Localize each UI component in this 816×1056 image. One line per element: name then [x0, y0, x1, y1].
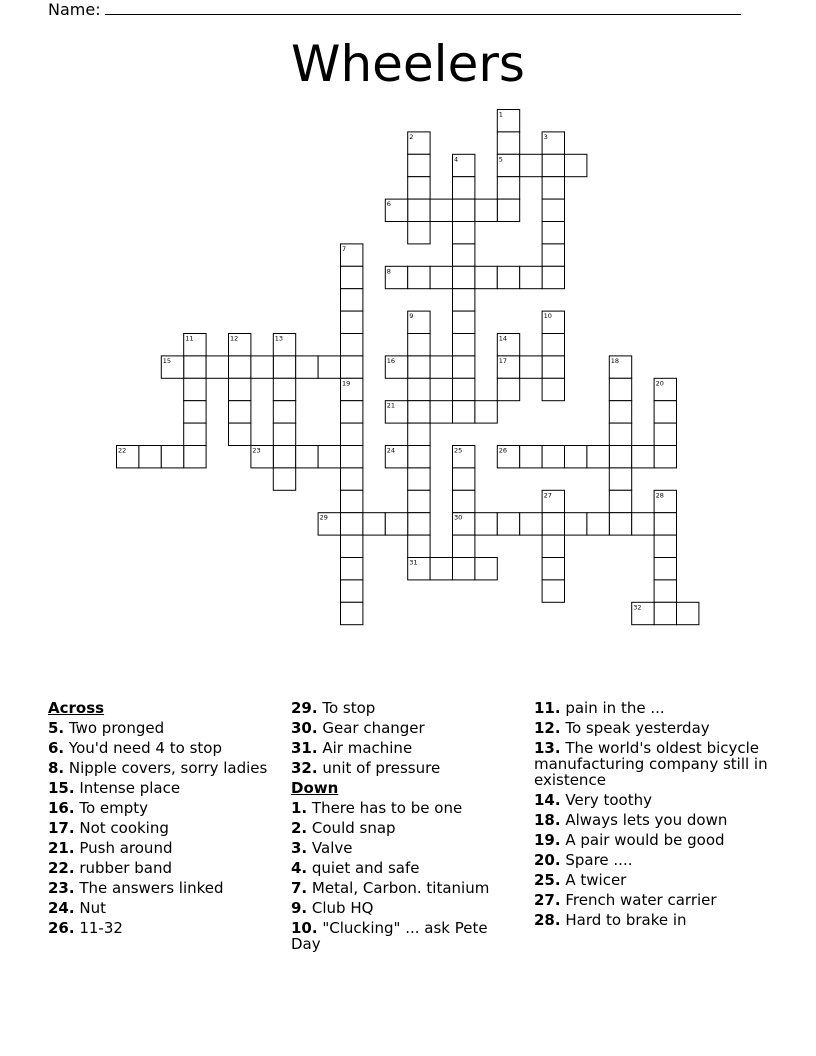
grid-cell[interactable] [453, 490, 475, 512]
grid-cell[interactable] [475, 401, 497, 423]
clue-number-label: 13 [274, 334, 284, 343]
clue-number: 31. [291, 739, 318, 757]
clue-number: 7. [291, 879, 308, 897]
grid-cell[interactable] [408, 468, 430, 490]
clue-number: 10. [291, 919, 318, 937]
clue-text: Very toothy [560, 791, 652, 809]
grid-cell[interactable] [251, 356, 273, 378]
grid-cell[interactable] [453, 244, 475, 266]
clue-number-label: 16 [386, 356, 396, 365]
grid-cell[interactable] [408, 378, 430, 400]
clue-number: 12. [534, 719, 561, 737]
grid-cell[interactable] [542, 378, 564, 400]
clue-item [48, 780, 278, 796]
clue-item [291, 820, 521, 836]
clue-number: 5. [48, 719, 65, 737]
clue-number: 24. [48, 899, 75, 917]
grid-cell[interactable] [654, 558, 676, 580]
clue-text: There has to be one [307, 799, 463, 817]
grid-cell[interactable] [654, 535, 676, 557]
clue-text: Nipple covers, sorry ladies [64, 759, 268, 777]
grid-cell[interactable] [273, 356, 295, 378]
grid-cell[interactable] [273, 401, 295, 423]
grid-cell[interactable] [273, 378, 295, 400]
grid-cell[interactable] [587, 446, 609, 468]
grid-cell[interactable] [632, 446, 654, 468]
clue-number-label: 11 [185, 334, 194, 343]
grid-cell[interactable] [341, 490, 363, 512]
grid-cell[interactable] [453, 356, 475, 378]
grid-cell[interactable] [229, 423, 251, 445]
grid-cell[interactable] [542, 356, 564, 378]
clue-number-label: 21 [386, 401, 396, 410]
clue-item [291, 700, 521, 716]
clue-item [291, 860, 521, 876]
grid-cell[interactable] [497, 513, 519, 535]
clue-item [48, 860, 278, 876]
grid-cell[interactable] [408, 423, 430, 445]
clue-number: 3. [291, 839, 308, 857]
grid-cell[interactable] [341, 266, 363, 288]
clue-number-label: 10 [543, 312, 552, 321]
grid-cell[interactable] [408, 513, 430, 535]
clue-text: Gear changer [317, 719, 425, 737]
clue-text: Two pronged [64, 719, 165, 737]
clue-number: 29. [291, 699, 318, 717]
clue-item [534, 720, 794, 736]
clue-item [48, 920, 278, 936]
clue-number: 23. [48, 879, 75, 897]
clue-text: Always lets you down [560, 811, 728, 829]
grid-cell[interactable] [542, 535, 564, 557]
grid-cell[interactable] [497, 266, 519, 288]
clue-number-label: 14 [498, 334, 508, 343]
grid-cell[interactable] [542, 334, 564, 356]
grid-cell[interactable] [184, 446, 206, 468]
clue-text: A pair would be good [560, 831, 725, 849]
grid-cell[interactable] [341, 602, 363, 624]
grid-cell[interactable] [609, 401, 631, 423]
grid-cell[interactable] [341, 535, 363, 557]
clue-number-label: 2 [409, 132, 414, 141]
clue-number-label: 15 [162, 356, 172, 365]
clue-item [48, 740, 278, 756]
clue-text: Could snap [307, 819, 396, 837]
grid-cell[interactable] [430, 401, 452, 423]
grid-cell[interactable] [542, 558, 564, 580]
grid-cell[interactable] [341, 289, 363, 311]
clue-item [48, 800, 278, 816]
clue-item [48, 820, 278, 836]
clue-number: 25. [534, 871, 561, 889]
clue-number: 18. [534, 811, 561, 829]
grid-cell[interactable] [385, 513, 407, 535]
grid-cell[interactable] [609, 378, 631, 400]
clue-number: 22. [48, 859, 75, 877]
clue-number-label: 23 [252, 446, 261, 455]
clue-text: To stop [317, 699, 376, 717]
clue-text: quiet and safe [307, 859, 420, 877]
clue-number-label: 25 [454, 446, 463, 455]
grid-cell[interactable] [497, 378, 519, 400]
grid-cell[interactable] [229, 401, 251, 423]
clue-item [534, 812, 794, 828]
clue-number-label: 8 [386, 267, 391, 276]
grid-cell[interactable] [184, 356, 206, 378]
clue-column-3 [534, 700, 794, 932]
grid-cell[interactable] [408, 154, 430, 176]
grid-cell[interactable] [184, 378, 206, 400]
grid-cell[interactable] [273, 468, 295, 490]
clue-number-label: 27 [543, 491, 552, 500]
grid-cell[interactable] [565, 446, 587, 468]
clue-number-label: 5 [498, 155, 503, 164]
grid-cell[interactable] [520, 356, 542, 378]
grid-cell[interactable] [475, 513, 497, 535]
clue-item [534, 832, 794, 848]
clue-text: pain in the ... [560, 699, 665, 717]
clue-number-label: 26 [498, 446, 508, 455]
clue-item [291, 760, 521, 776]
clue-number-label: 4 [454, 155, 459, 164]
clue-number: 17. [48, 819, 75, 837]
grid-cell[interactable] [408, 401, 430, 423]
grid-cell[interactable] [609, 423, 631, 445]
grid-cell[interactable] [609, 513, 631, 535]
clue-item [534, 892, 794, 908]
grid-cell[interactable] [341, 423, 363, 445]
grid-cell[interactable] [430, 266, 452, 288]
grid-cell[interactable] [520, 513, 542, 535]
grid-cell[interactable] [654, 401, 676, 423]
clue-number: 32. [291, 759, 318, 777]
grid-cell[interactable] [273, 423, 295, 445]
name-label: Name: [48, 0, 101, 19]
clue-column-2 [291, 700, 521, 956]
clue-number-label: 32 [633, 603, 642, 612]
clue-number: 19. [534, 831, 561, 849]
clue-text: unit of pressure [317, 759, 441, 777]
grid-cell[interactable] [341, 311, 363, 333]
grid-cell[interactable] [341, 580, 363, 602]
clue-number: 20. [534, 851, 561, 869]
clue-number: 4. [291, 859, 308, 877]
puzzle-title: Wheelers [291, 35, 525, 93]
grid-cell[interactable] [408, 356, 430, 378]
grid-cell[interactable] [654, 446, 676, 468]
grid-cell[interactable] [677, 602, 699, 624]
clue-text: Air machine [317, 739, 413, 757]
clue-item [291, 880, 521, 896]
grid-cell[interactable] [184, 423, 206, 445]
grid-cell[interactable] [408, 199, 430, 221]
clue-number: 1. [291, 799, 308, 817]
clue-item [291, 800, 521, 816]
clue-number-label: 29 [319, 513, 328, 522]
clue-text: French water carrier [560, 891, 717, 909]
grid-cell[interactable] [542, 177, 564, 199]
grid-cell[interactable] [453, 222, 475, 244]
grid-cell[interactable] [341, 558, 363, 580]
clue-number: 13. [534, 739, 561, 757]
clue-text: You'd need 4 to stop [64, 739, 222, 757]
clue-item [48, 840, 278, 856]
grid-cell[interactable] [341, 468, 363, 490]
grid-cell[interactable] [341, 334, 363, 356]
clue-text: The world's oldest bicycle manufacturing company still in existence [534, 739, 768, 789]
clue-number-label: 28 [655, 491, 664, 500]
clue-text: 11-32 [74, 919, 123, 937]
grid-cell[interactable] [453, 468, 475, 490]
grid-cell[interactable] [229, 378, 251, 400]
grid-cell[interactable] [273, 446, 295, 468]
clue-item [534, 852, 794, 868]
grid-cell[interactable] [184, 401, 206, 423]
clue-column-1 [48, 700, 278, 940]
grid-cell[interactable] [497, 177, 519, 199]
grid-cell[interactable] [453, 334, 475, 356]
grid-cell[interactable] [430, 558, 452, 580]
grid-cell[interactable] [453, 311, 475, 333]
grid-cell[interactable] [565, 154, 587, 176]
clue-item [48, 880, 278, 896]
grid-cell[interactable] [475, 266, 497, 288]
grid-cell[interactable] [229, 356, 251, 378]
clue-item [291, 920, 521, 952]
clue-number: 30. [291, 719, 318, 737]
grid-cell[interactable] [430, 199, 452, 221]
clue-text: Club HQ [307, 899, 374, 917]
clue-number: 2. [291, 819, 308, 837]
grid-cell[interactable] [654, 580, 676, 602]
grid-cell[interactable] [654, 423, 676, 445]
grid-cell[interactable] [497, 132, 519, 154]
clue-number: 16. [48, 799, 75, 817]
grid-cell[interactable] [609, 446, 631, 468]
clue-number: 21. [48, 839, 75, 857]
grid-cell[interactable] [161, 446, 183, 468]
clue-text: Not cooking [74, 819, 169, 837]
grid-cell[interactable] [542, 244, 564, 266]
grid-cell[interactable] [654, 513, 676, 535]
grid-cell[interactable] [408, 334, 430, 356]
down-heading: Down [291, 779, 339, 797]
grid-cell[interactable] [363, 513, 385, 535]
clue-text: Nut [74, 899, 106, 917]
clue-number: 27. [534, 891, 561, 909]
grid-cell[interactable] [408, 266, 430, 288]
grid-cell[interactable] [139, 446, 161, 468]
grid-cell[interactable] [341, 401, 363, 423]
grid-cell[interactable] [318, 356, 340, 378]
clue-number: 6. [48, 739, 65, 757]
clue-item [48, 760, 278, 776]
clue-item [291, 840, 521, 856]
clue-text: Spare .... [560, 851, 633, 869]
grid-cell[interactable] [654, 602, 676, 624]
clue-number-label: 22 [118, 446, 127, 455]
clue-text: Push around [74, 839, 173, 857]
grid-cell[interactable] [520, 154, 542, 176]
clue-number-label: 6 [386, 200, 391, 209]
clue-item [534, 792, 794, 808]
clue-item [291, 720, 521, 736]
grid-cell[interactable] [453, 558, 475, 580]
clue-item [534, 700, 794, 716]
grid-cell[interactable] [542, 513, 564, 535]
clue-number-label: 9 [409, 312, 414, 321]
clue-item [534, 912, 794, 928]
grid-cell[interactable] [520, 446, 542, 468]
grid-cell[interactable] [206, 356, 228, 378]
grid-cell[interactable] [542, 222, 564, 244]
clue-text: Intense place [74, 779, 181, 797]
grid-cell[interactable] [475, 558, 497, 580]
grid-cell[interactable] [430, 356, 452, 378]
clue-text: "Clucking" ... ask Pete Day [291, 919, 488, 953]
grid-cell[interactable] [408, 446, 430, 468]
clue-number-label: 18 [610, 356, 620, 365]
clue-number: 8. [48, 759, 65, 777]
clue-number-label: 12 [230, 334, 239, 343]
clue-text: Metal, Carbon. titanium [307, 879, 490, 897]
across-heading: Across [48, 699, 105, 717]
clue-number-label: 17 [498, 356, 508, 365]
grid-cell[interactable] [296, 446, 318, 468]
clue-number-label: 7 [342, 244, 347, 253]
clue-number: 15. [48, 779, 75, 797]
clue-item [48, 720, 278, 736]
grid-cell[interactable] [609, 468, 631, 490]
grid-cell[interactable] [453, 177, 475, 199]
clue-text: rubber band [74, 859, 172, 877]
grid-cell[interactable] [408, 177, 430, 199]
clue-text: To empty [74, 799, 149, 817]
clue-number: 28. [534, 911, 561, 929]
grid-cell[interactable] [542, 266, 564, 288]
clue-number-label: 19 [342, 379, 351, 388]
grid-cell[interactable] [542, 154, 564, 176]
clue-text: A twicer [560, 871, 627, 889]
clue-item [534, 872, 794, 888]
grid-cell[interactable] [497, 199, 519, 221]
clue-number: 26. [48, 919, 75, 937]
clue-text: Valve [307, 839, 353, 857]
grid-cell[interactable] [341, 446, 363, 468]
grid-cell[interactable] [565, 513, 587, 535]
grid-cell[interactable] [408, 535, 430, 557]
grid-cell[interactable] [318, 446, 340, 468]
grid-cell[interactable] [542, 580, 564, 602]
clue-number-label: 20 [655, 379, 664, 388]
clue-number-label: 31 [409, 558, 418, 567]
clue-number-label: 30 [454, 513, 463, 522]
clue-item [48, 900, 278, 916]
grid-cell[interactable] [587, 513, 609, 535]
grid-cell[interactable] [475, 199, 497, 221]
clue-number-label: 3 [543, 132, 548, 141]
grid-cell[interactable] [453, 401, 475, 423]
grid-cell[interactable] [341, 513, 363, 535]
clue-number: 11. [534, 699, 561, 717]
grid-cell[interactable] [408, 222, 430, 244]
clue-item [291, 900, 521, 916]
grid-cell[interactable] [341, 356, 363, 378]
clue-number-label: 1 [498, 110, 503, 119]
grid-cell[interactable] [542, 446, 564, 468]
grid-cell[interactable] [453, 378, 475, 400]
grid-cell[interactable] [296, 356, 318, 378]
clue-text: The answers linked [74, 879, 224, 897]
grid-cell[interactable] [453, 535, 475, 557]
clue-item [534, 740, 794, 788]
grid-cell[interactable] [609, 490, 631, 512]
grid-cell[interactable] [453, 266, 475, 288]
grid-cell[interactable] [453, 289, 475, 311]
clue-number-label: 24 [386, 446, 396, 455]
clue-item [291, 740, 521, 756]
grid-cell[interactable] [520, 266, 542, 288]
grid-cell[interactable] [632, 513, 654, 535]
grid-cell[interactable] [408, 490, 430, 512]
clue-number: 14. [534, 791, 561, 809]
grid-cell[interactable] [542, 199, 564, 221]
grid-cell[interactable] [453, 199, 475, 221]
clue-text: To speak yesterday [560, 719, 710, 737]
clue-number: 9. [291, 899, 308, 917]
clue-text: Hard to brake in [560, 911, 687, 929]
